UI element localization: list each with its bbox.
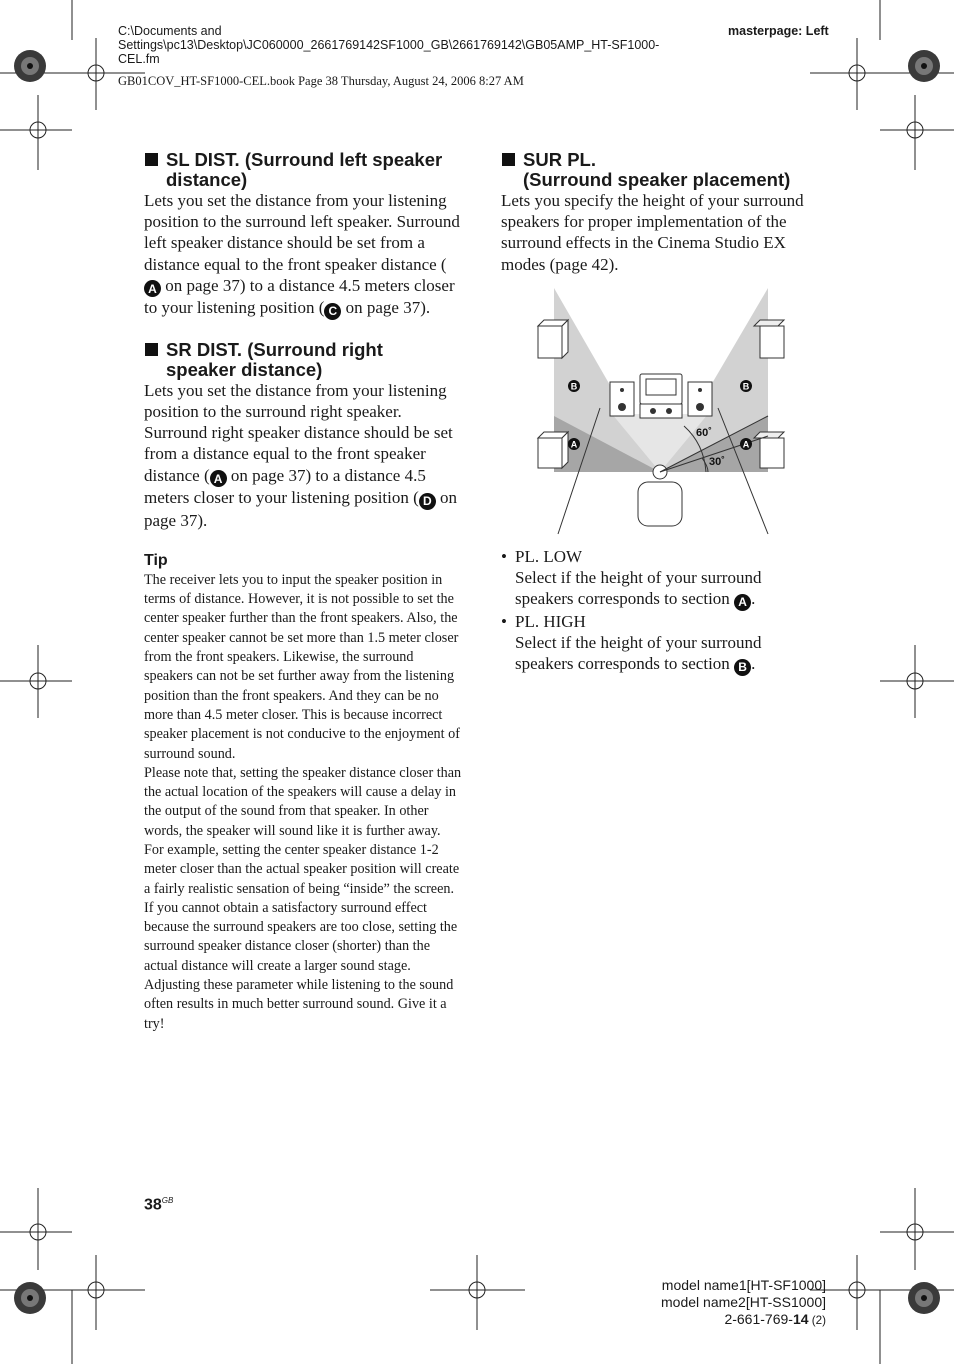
sur-pl-text: Lets you specify the height of your surround speakers for proper implementation of the surround effects in the Cinema Studio EX modes (page 42). <box>501 191 804 274</box>
option-title: PL. LOW <box>515 547 583 566</box>
section-c-icon: C <box>324 303 341 320</box>
sr-dist-text: Lets you set the distance from your listening position to the surround right speaker. Surround right speaker distance should be set from a distance equal to the front speaker distance ( A on page 37) to a distance 4.5 meters closer to your listening position ( D on page 37). <box>144 380 458 530</box>
tip-paragraph-4: Adjusting these parameter while listening to the sound often results in much better surround sound. Give it a try! <box>144 977 454 1032</box>
sr-dist-heading: SR DIST. (Surround right speaker distance) <box>144 340 462 380</box>
svg-text:B: B <box>742 381 750 392</box>
option-pl-high: • PL. HIGH Select if the height of your surround speakers corresponds to section B . <box>501 611 762 675</box>
listener-chair <box>638 482 682 526</box>
angle-60-label: 60˚ <box>696 427 712 439</box>
tip-paragraph-1: The receiver lets you to input the speaker position in terms of distance. However, it is not possible to set the center speaker further than the front speakers. Also, the center speaker cannot be set more than 1.5 meter closer from the front speakers. Likewise, the surround speakers can not be set further away from the listening position than the front speakers. And they can be no more than 4.5 meter closer. This is because incorrect speaker placement is not conducive to the enjoyment of surround sound. <box>144 571 460 762</box>
model-name-2: model name2[HT-SS1000] <box>661 1294 826 1310</box>
option-pl-low: • PL. LOW Select if the height of your surround speakers corresponds to section A . <box>501 547 762 610</box>
label-a-left <box>568 438 580 450</box>
sr-dist-section <box>144 340 462 531</box>
sur-pl-section <box>501 150 821 275</box>
sur-pl-heading: SUR PL. (Surround speaker placement) <box>501 150 821 190</box>
label-b-right <box>740 380 752 392</box>
masterpage-label: masterpage: Left <box>728 24 829 38</box>
tip-box <box>144 551 462 1034</box>
right-high-speaker <box>760 326 784 358</box>
bullet-icon: • <box>501 547 507 566</box>
path-line-1: C:\Documents and <box>118 24 222 38</box>
section-a-icon: A <box>734 594 751 611</box>
option-title: PL. HIGH <box>515 611 586 631</box>
label-b-left <box>568 380 580 392</box>
square-bullet-icon <box>145 153 158 166</box>
bullet-icon: • <box>501 611 507 631</box>
tip-heading: Tip <box>144 551 168 569</box>
section-a-icon: A <box>144 280 161 297</box>
svg-text:B: B <box>570 381 578 392</box>
center-speaker <box>640 404 682 418</box>
left-column <box>144 150 462 1034</box>
sl-dist-section <box>144 150 462 320</box>
right-low-speaker <box>760 438 784 468</box>
section-d-icon: D <box>419 493 436 510</box>
left-high-speaker <box>538 326 562 358</box>
square-bullet-icon <box>502 153 515 166</box>
section-a-icon: A <box>210 470 227 487</box>
book-info-line: GB01COV_HT-SF1000-CEL.book Page 38 Thursday, August 24, 2006 8:27 AM <box>118 74 524 88</box>
right-column <box>501 150 821 295</box>
sl-dist-text: Lets you set the distance from your listening position to the surround left speaker. Surround left speaker distance should be set from a distance equal to the front speaker distance (A on page 37) to a distance 4.5 meters closer to your listening position ( C on page 37). <box>144 191 460 319</box>
path-line-3: CEL.fm <box>118 52 160 66</box>
left-low-speaker <box>538 438 562 468</box>
svg-text:A: A <box>742 439 750 450</box>
svg-text:A: A <box>570 439 578 450</box>
tip-paragraph-2: Please note that, setting the speaker distance closer than the actual location of the speakers will cause a delay in the output of the sound from that speaker. In other words, the speaker will sound like it is further away. <box>144 764 462 839</box>
model-footer <box>661 1277 826 1329</box>
file-path <box>118 24 718 66</box>
part-code: 2-661-769-14 (2) <box>724 1311 826 1327</box>
speaker-placement-diagram <box>526 286 786 536</box>
label-a-right <box>740 438 752 450</box>
square-bullet-icon <box>145 343 158 356</box>
placement-options <box>501 546 821 676</box>
sl-dist-heading: SL DIST. (Surround left speaker distance) <box>144 150 462 190</box>
path-line-2: Settings\pc13\Desktop\JC060000_2661769142SF1000_GB\2661769142\GB05AMP_HT-SF1000- <box>118 38 660 52</box>
tip-paragraph-3: For example, setting the center speaker distance 1-2 meter closer than the actual speaker position will create a fairly realistic sensation of being “inside” the screen. If you cannot obtain a satisfactory surround effect because the surround speakers are too close, setting the surround speaker distance closer (shorter) than the actual distance will create a larger sound stage. <box>144 841 460 974</box>
section-b-icon: B <box>734 659 751 676</box>
model-name-1: model name1[HT-SF1000] <box>661 1277 826 1293</box>
page-number: $38^{GB}$ <box>144 1196 174 1214</box>
angle-30-label: 30˚ <box>709 456 725 468</box>
